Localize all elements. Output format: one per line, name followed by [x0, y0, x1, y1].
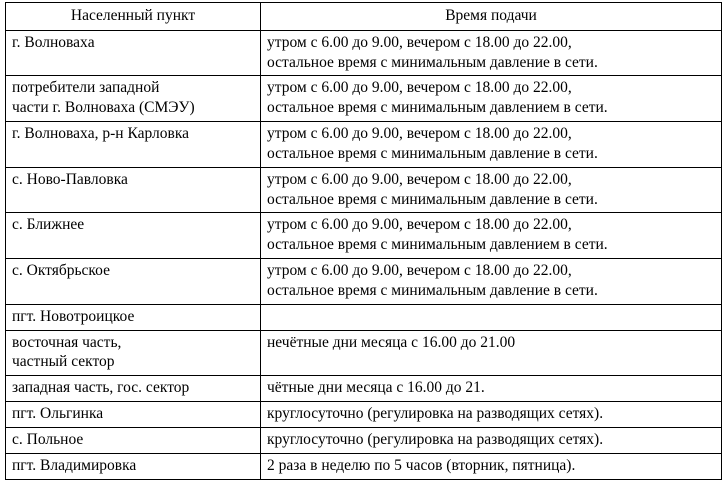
cell-location	[6, 453, 261, 479]
table-row	[6, 453, 722, 479]
time-line: утром с 6.00 до 9.00, вечером с 18.00 до 22.00,	[267, 216, 572, 234]
cell-location	[6, 259, 261, 305]
table-row	[6, 402, 722, 428]
cell-time	[261, 376, 722, 402]
cell-location	[6, 167, 261, 213]
cell-location	[6, 213, 261, 259]
cell-time	[261, 453, 722, 479]
time-line: чётные дни месяца с 16.00 до 21.	[267, 379, 485, 397]
table-header	[6, 3, 722, 31]
cell-location	[6, 304, 261, 330]
cell-time	[261, 402, 722, 428]
cell-time	[261, 259, 722, 305]
table-row	[6, 259, 722, 305]
cell-location	[6, 76, 261, 122]
time-line: утром с 6.00 до 9.00, вечером с 18.00 до 22.00,	[267, 125, 572, 143]
location-line: пгт. Владимировка	[12, 456, 137, 474]
cell-location	[6, 402, 261, 428]
cell-time	[261, 213, 722, 259]
table-body	[6, 30, 722, 479]
table-row	[6, 427, 722, 453]
table-row	[6, 122, 722, 168]
cell-location	[6, 30, 261, 76]
time-line: остальное время с минимальным давление в сети.	[267, 53, 598, 71]
location-line: части г. Волновахa (СМЭУ)	[12, 99, 195, 117]
location-line: г. Волновахa, р-н Карловка	[12, 125, 190, 143]
table-row	[6, 167, 722, 213]
time-line: утром с 6.00 до 9.00, вечером с 18.00 до 22.00,	[267, 262, 572, 280]
cell-location	[6, 122, 261, 168]
cell-location	[6, 330, 261, 376]
water-supply-schedule-table	[5, 2, 722, 480]
location-line: пгт. Новотроицкое	[12, 307, 135, 325]
table-row	[6, 213, 722, 259]
table-row	[6, 376, 722, 402]
column-header-location: Населенный пункт	[6, 3, 261, 31]
time-line: остальное время с минимальным давлением в сети.	[267, 99, 608, 117]
location-line: пгт. Ольгинка	[12, 405, 104, 423]
column-header-time: Время подачи	[261, 3, 722, 31]
cell-time	[261, 427, 722, 453]
table-row	[6, 304, 722, 330]
cell-time	[261, 76, 722, 122]
location-line: с. Польное	[12, 430, 84, 448]
location-line: с. Ново-Павловка	[12, 170, 128, 188]
time-line: остальное время с минимальным давление в сети.	[267, 281, 598, 299]
table-row	[6, 30, 722, 76]
cell-time	[261, 167, 722, 213]
location-line: восточная часть,	[12, 333, 122, 351]
cell-time	[261, 330, 722, 376]
cell-time	[261, 30, 722, 76]
time-line: остальное время с минимальным давление в сети.	[267, 190, 598, 208]
time-line: круглосуточно (регулировка на разводящих сетях).	[267, 430, 604, 448]
location-line: частный сектор	[12, 353, 115, 371]
location-line: с. Ближнее	[12, 216, 85, 234]
location-line: г. Волновахa	[12, 33, 95, 51]
location-line: западная часть, гос. сектор	[12, 379, 190, 397]
table-header-row	[6, 3, 722, 31]
time-line: утром с 6.00 до 9.00, вечером с 18.00 до 22.00,	[267, 79, 572, 97]
time-line: утром с 6.00 до 9.00, вечером с 18.00 до 22.00,	[267, 170, 572, 188]
table-row	[6, 76, 722, 122]
document-page	[0, 2, 726, 477]
cell-time	[261, 122, 722, 168]
time-line: утром с 6.00 до 9.00, вечером с 18.00 до 22.00,	[267, 33, 572, 51]
location-line: с. Октябрьское	[12, 262, 110, 280]
cell-location	[6, 376, 261, 402]
cell-location	[6, 427, 261, 453]
time-line: круглосуточно (регулировка на разводящих сетях).	[267, 405, 604, 423]
location-line: потребители западной	[12, 79, 160, 97]
time-line: нечётные дни месяца с 16.00 до 21.00	[267, 333, 516, 351]
time-line: остальное время с минимальным давление в сети.	[267, 144, 598, 162]
time-line: остальное время с минимальным давлением в сети.	[267, 236, 608, 254]
cell-time	[261, 304, 722, 330]
table-row	[6, 330, 722, 376]
time-line: 2 раза в неделю по 5 часов (вторник, пятница).	[267, 456, 576, 474]
